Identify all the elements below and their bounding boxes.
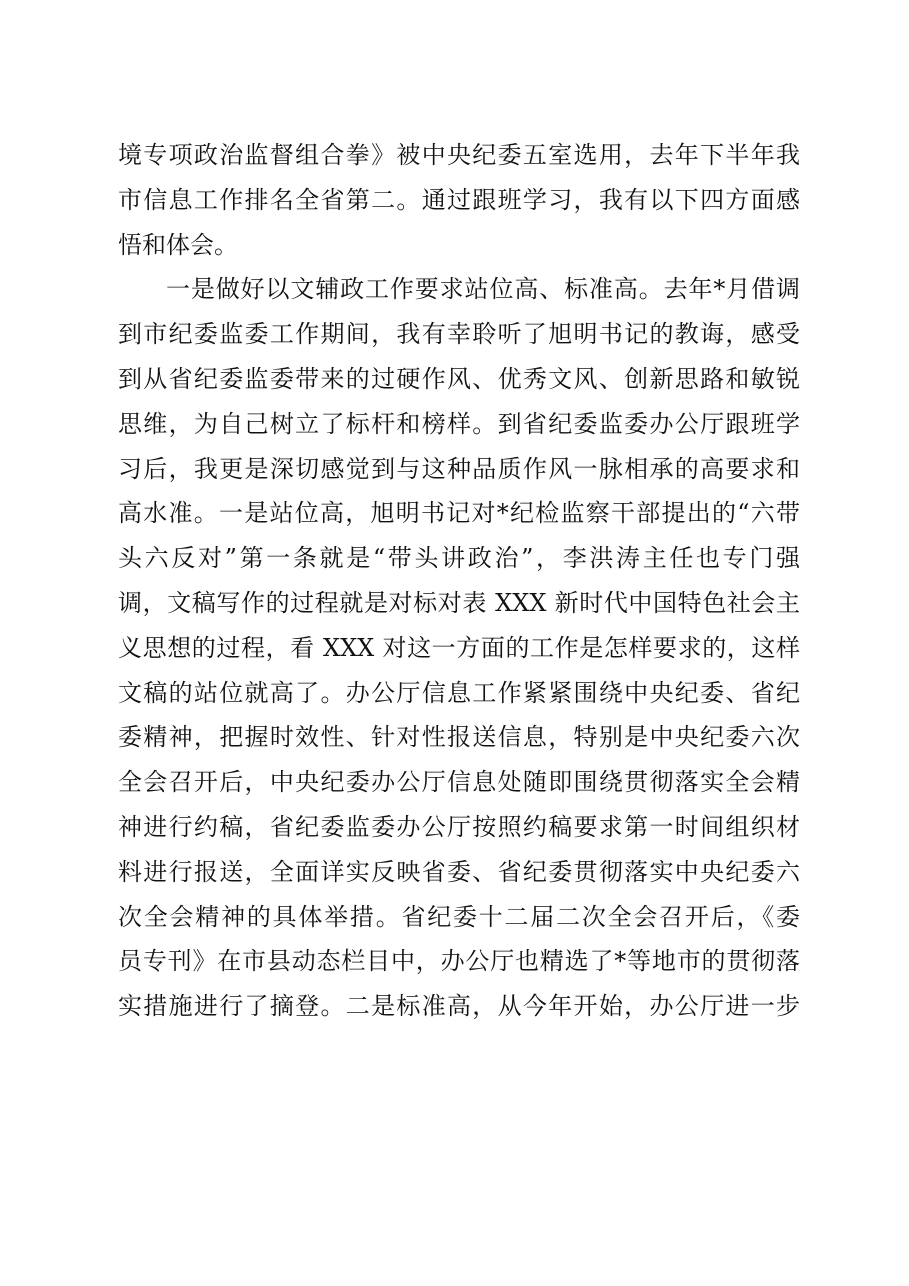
text-line: 高水准。一是站位高，旭明书记对*纪检监察干部提出的“六带 xyxy=(118,499,800,528)
paragraph-section-one xyxy=(118,267,800,1029)
text-line: 实措施进行了摘登。二是标准高，从今年开始，办公厅进一步 xyxy=(118,992,800,1021)
text-line: 习后，我更是深切感觉到与这种品质作风一脉相承的高要求和 xyxy=(118,454,800,483)
text-line: 文稿的站位就高了。办公厅信息工作紧紧围绕中央纪委、省纪 xyxy=(118,678,800,707)
text-line: 义思想的过程，看 XXX 对这一方面的工作是怎样要求的，这样 xyxy=(118,633,800,662)
text-line: 委精神，把握时效性、针对性报送信息，特别是中央纪委六次 xyxy=(118,723,800,752)
text-line: 头六反对”第一条就是“带头讲政治”，李洪涛主任也专门强 xyxy=(118,544,800,573)
text-line: 到从省纪委监委带来的过硬作风、优秀文风、创新思路和敏锐 xyxy=(118,364,800,393)
text-line: 全会召开后，中央纪委办公厅信息处随即围绕贯彻落实全会精 xyxy=(118,768,800,797)
paragraph-continuation xyxy=(118,133,800,267)
text-line: 到市纪委监委工作期间，我有幸聆听了旭明书记的教诲，感受 xyxy=(118,320,800,349)
text-line: 思维，为自己树立了标杆和榜样。到省纪委监委办公厅跟班学 xyxy=(118,409,800,438)
text-line: 境专项政治监督组合拳》被中央纪委五室选用，去年下半年我 xyxy=(118,141,800,169)
text-line: 料进行报送，全面详实反映省委、省纪委贯彻落实中央纪委六 xyxy=(118,857,800,886)
text-line: 调，文稿写作的过程就是对标对表 XXX 新时代中国特色社会主 xyxy=(118,588,800,617)
text-line: 神进行约稿，省纪委监委办公厅按照约稿要求第一时间组织材 xyxy=(118,812,800,841)
text-line: 员专刊》在市县动态栏目中，办公厅也精选了*等地市的贯彻落 xyxy=(118,947,800,976)
text-line: 次全会精神的具体举措。省纪委十二届二次全会召开后，《委 xyxy=(118,902,800,931)
document-body xyxy=(118,133,800,1029)
text-line: 市信息工作排名全省第二。通过跟班学习，我有以下四方面感 xyxy=(118,185,800,214)
text-line: 悟和体会。 xyxy=(118,230,238,259)
text-line: 一是做好以文辅政工作要求站位高、标准高。去年*月借调 xyxy=(166,275,800,304)
